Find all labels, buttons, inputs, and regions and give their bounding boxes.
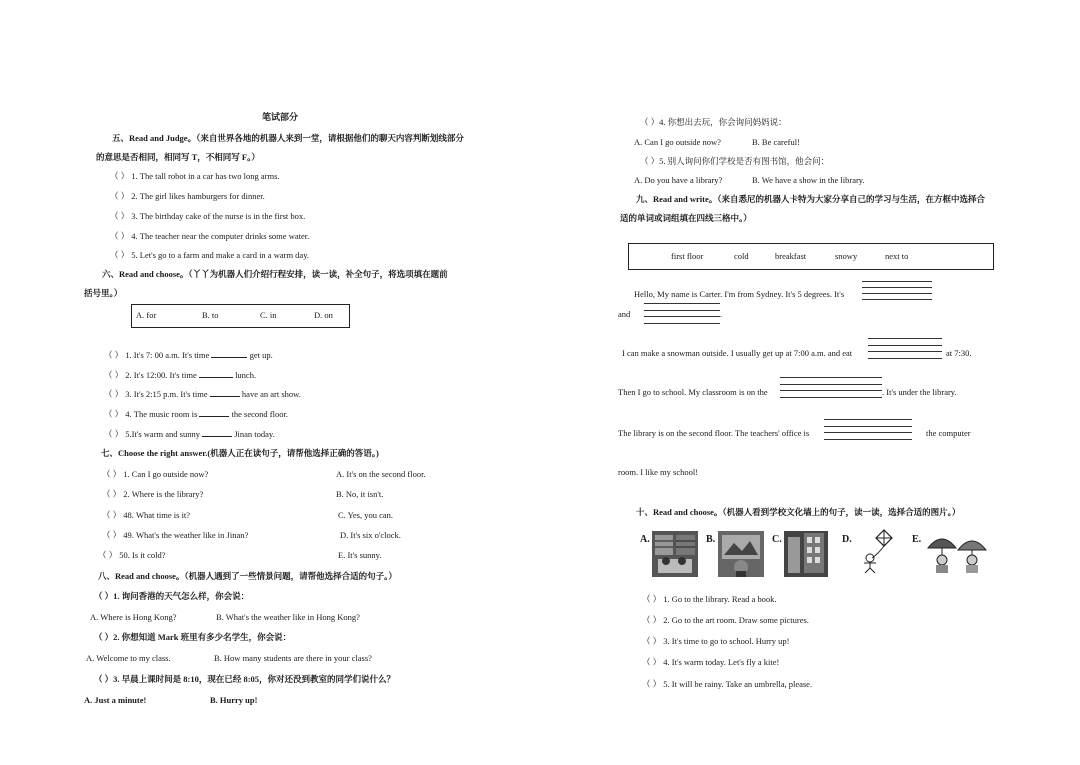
answer-bracket[interactable]: （ ） xyxy=(110,191,130,201)
s5-title-line2: 的意思是否相同，相同写 T，不相同写 F。） xyxy=(96,152,260,162)
writing-lines-5[interactable] xyxy=(824,419,912,441)
s10-item-3 xyxy=(642,636,789,647)
item-text: 3. It's time to go to school. Hurry up! xyxy=(663,636,790,646)
item-text: have an art show. xyxy=(241,389,301,399)
s8-q3-option-a: A. Just a minute! xyxy=(84,695,147,705)
s7-question-1 xyxy=(102,469,208,480)
answer-bracket[interactable]: （ ） xyxy=(110,250,130,260)
s5-item-4 xyxy=(110,231,309,242)
pic-label-b: B. xyxy=(706,534,716,545)
s7-answer-a: A. It's on the second floor. xyxy=(336,469,426,479)
answer-bracket[interactable]: （ ） xyxy=(642,615,662,625)
writing-lines-3[interactable] xyxy=(868,338,942,360)
fill-blank[interactable] xyxy=(210,388,240,397)
s8-q1-option-b: B. What's the weather like in Hong Kong? xyxy=(216,612,360,622)
answer-bracket[interactable]: （ ） xyxy=(104,389,124,399)
s8-q3-option-b: B. Hurry up! xyxy=(210,695,258,705)
item-text: get up. xyxy=(249,350,273,360)
item-text: 1. Go to the library. Read a book. xyxy=(663,594,777,604)
option-c: C. in xyxy=(260,310,277,320)
item-text: Jinan today. xyxy=(234,429,275,439)
item-text: 5. It will be rainy. Take an umbrella, please. xyxy=(663,679,813,689)
item-text: 50. Is it cold? xyxy=(119,550,166,560)
s10-item-5 xyxy=(642,679,812,690)
answer-bracket[interactable]: （ ） xyxy=(110,231,130,241)
item-text: 3. The birthday cake of the nurse is in the first box. xyxy=(131,211,306,221)
s9-para-line-4: The library is on the second floor. The teachers' office is xyxy=(618,428,810,438)
s7-question-3 xyxy=(102,510,190,521)
s5-item-1 xyxy=(110,171,280,182)
item-text: 1. It's 7: 00 a.m. It's time xyxy=(125,350,210,360)
s8-q4-option-a: A. Can I go outside now? xyxy=(634,137,721,147)
s8-q5-option-b: B. We have a show in the library. xyxy=(752,175,865,185)
option-b: B. to xyxy=(202,310,219,320)
writing-lines-2[interactable] xyxy=(644,303,723,325)
answer-bracket[interactable]: （ ） xyxy=(104,429,124,439)
s10-item-1 xyxy=(642,594,777,605)
item-text: 48. What time is it? xyxy=(123,510,191,520)
s8-question-1: （ ）1. 询问香港的天气怎么样，你会说： xyxy=(94,591,250,601)
fill-blank[interactable] xyxy=(199,369,233,378)
answer-bracket[interactable]: （ ） xyxy=(104,370,124,380)
s9-para-line-2-end: at 7:30. xyxy=(946,348,972,358)
s7-answer-d: D. It's six o'clock. xyxy=(340,530,401,540)
s6-item-2 xyxy=(104,369,256,381)
answer-bracket[interactable]: （ ） xyxy=(104,350,124,360)
s7-question-5 xyxy=(98,550,166,561)
writing-lines-1[interactable] xyxy=(862,281,932,301)
s5-title-line1: 五、Read and Judge。（来自世界各地的机器人来到一堂，请根据他们的聊天内容判断划线部分 xyxy=(112,133,464,143)
s5-item-5 xyxy=(110,250,309,261)
s5-item-2 xyxy=(110,191,265,202)
s8-q2-option-a: A. Welcome to my class. xyxy=(86,653,171,663)
s9-para-line-1: Hello, My name is Carter. I'm from Sydney. It's 5 degrees. It's xyxy=(634,289,845,299)
s7-answer-b: B. No, it isn't. xyxy=(336,489,384,499)
s7-title: 七、Choose the right answer.(机器人正在读句子，请帮他选择正确的答语。) xyxy=(101,448,379,458)
word-cold: cold xyxy=(734,251,749,261)
s6-options-box xyxy=(131,304,350,328)
answer-bracket[interactable]: （ ） xyxy=(642,679,662,689)
s10-title: 十、Read and choose。（机器人看到学校文化墙上的句子，读一读，选择合适的图片。） xyxy=(636,507,961,517)
item-text: 5.It's warm and sunny xyxy=(125,429,200,439)
s7-question-2 xyxy=(102,489,203,500)
item-text: 49. What's the weather like in Jinan? xyxy=(123,530,249,540)
section-header: 笔试部分 xyxy=(262,112,299,122)
item-text: 3. It's 2:15 p.m. It's time xyxy=(125,389,208,399)
s8-question-5: （ ）5. 别人询问你们学校是否有图书馆，他会问： xyxy=(640,156,830,166)
word-snowy: snowy xyxy=(835,251,858,261)
s9-title-line1: 九、Read and write。（来自悉尼的机器人卡特为大家分享自己的学习与生活，在方框中选择合 xyxy=(636,194,985,204)
answer-bracket[interactable]: （ ） xyxy=(102,489,122,499)
option-d: D. on xyxy=(314,310,333,320)
answer-bracket[interactable]: （ ） xyxy=(98,550,118,560)
s9-title-line2: 适的单词或词组填在四线三格中。） xyxy=(620,213,752,223)
item-text: 1. The tall robot in a car has two long arms. xyxy=(131,171,280,181)
s6-item-1 xyxy=(104,349,273,361)
item-text: 2. Where is the library? xyxy=(123,489,204,499)
s5-item-3 xyxy=(110,211,305,222)
picture-c-school xyxy=(784,531,828,577)
word-breakfast: breakfast xyxy=(775,251,807,261)
s8-q1-option-a: A. Where is Hong Kong? xyxy=(90,612,177,622)
s6-item-4 xyxy=(104,408,288,420)
picture-a-library xyxy=(652,531,698,577)
s8-q4-option-b: B. Be careful! xyxy=(752,137,800,147)
pic-label-c: C. xyxy=(772,534,782,545)
s7-answer-e: E. It's sunny. xyxy=(338,550,382,560)
picture-b-art-room xyxy=(718,531,764,577)
s7-question-4 xyxy=(102,530,248,541)
pic-label-a: A. xyxy=(640,534,650,545)
s9-period: . xyxy=(720,309,723,319)
s6-title-line2: 括号里。） xyxy=(84,288,123,298)
word-first-floor: first floor xyxy=(671,251,704,261)
writing-lines-4[interactable] xyxy=(780,377,882,399)
pic-label-d: D. xyxy=(842,534,852,545)
fill-blank[interactable] xyxy=(199,408,229,417)
item-text: 2. Go to the art room. Draw some pictures. xyxy=(663,615,809,625)
s8-question-4: （ ）4. 你想出去玩，你会询问妈妈说： xyxy=(640,117,787,127)
s6-item-5 xyxy=(104,428,275,440)
s9-para-line-4-end: the computer xyxy=(926,428,971,438)
picture-e-umbrella xyxy=(924,528,990,574)
answer-bracket[interactable]: （ ） xyxy=(104,409,124,419)
s6-item-3 xyxy=(104,388,301,400)
picture-d-kite xyxy=(856,528,898,574)
s8-q2-option-b: B. How many students are there in your class? xyxy=(214,653,372,663)
s9-para-and: and xyxy=(618,309,631,319)
s10-item-2 xyxy=(642,615,809,626)
s9-para-line-3: Then I go to school. My classroom is on the xyxy=(618,387,768,397)
s8-question-3: （ ）3. 早晨上课时间是 8:10，现在已经 8:05，你对还没到教室的同学们说什么？ xyxy=(94,674,396,684)
item-text: 1. Can I go outside now? xyxy=(123,469,209,479)
item-text: 4. It's warm today. Let's fly a kite! xyxy=(663,657,780,667)
s8-question-2: （ ）2. 你想知道 Mark 班里有多少名学生，你会说： xyxy=(94,632,292,642)
s9-word-box xyxy=(628,243,994,270)
s8-q5-option-a: A. Do you have a library? xyxy=(634,175,723,185)
s7-answer-c: C. Yes, you can. xyxy=(338,510,394,520)
s6-title-line1: 六、Read and choose。（丫丫为机器人们介绍行程安排，读一读，补全句子，将选项填在题前 xyxy=(102,269,448,279)
answer-bracket[interactable]: （ ） xyxy=(102,510,122,520)
answer-bracket[interactable]: （ ） xyxy=(110,211,130,221)
item-text: 5. Let's go to a farm and make a card in a warm day. xyxy=(131,250,310,260)
item-text: 4. The music room is xyxy=(125,409,198,419)
s10-item-4 xyxy=(642,657,779,668)
item-text: 2. The girl likes hamburgers for dinner. xyxy=(131,191,265,201)
pic-label-e: E. xyxy=(912,534,922,545)
answer-bracket[interactable]: （ ） xyxy=(102,469,122,479)
fill-blank[interactable] xyxy=(202,428,232,437)
item-text: 4. The teacher near the computer drinks some water. xyxy=(131,231,310,241)
answer-bracket[interactable]: （ ） xyxy=(102,530,122,540)
answer-bracket[interactable]: （ ） xyxy=(642,594,662,604)
answer-bracket[interactable]: （ ） xyxy=(642,636,662,646)
answer-bracket[interactable]: （ ） xyxy=(110,171,130,181)
s9-para-line-5: room. I like my school! xyxy=(618,467,699,477)
item-text: 2. It's 12:00. It's time xyxy=(125,370,197,380)
s8-title: 八、Read and choose。（机器人遇到了一些情景问题，请帮他选择合适的句子。） xyxy=(98,571,397,581)
option-a: A. for xyxy=(136,310,157,320)
s9-para-line-2: I can make a snowman outside. I usually get up at 7:00 a.m. and eat xyxy=(622,348,853,358)
item-text: the second floor. xyxy=(231,409,288,419)
s9-para-line-3-end: . It's under the library. xyxy=(882,387,957,397)
item-text: lunch. xyxy=(235,370,257,380)
fill-blank[interactable] xyxy=(211,349,247,358)
answer-bracket[interactable]: （ ） xyxy=(642,657,662,667)
word-next-to: next to xyxy=(885,251,909,261)
